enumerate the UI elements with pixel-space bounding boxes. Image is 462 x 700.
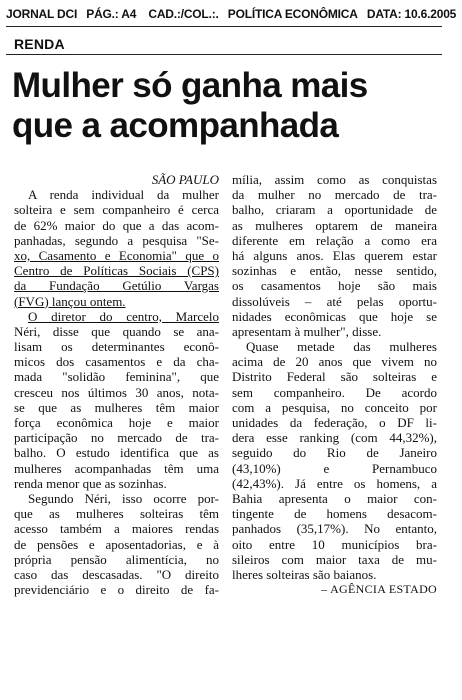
clipping-header <box>6 4 457 24</box>
headline-line-1: Mulher só ganha mais <box>12 66 368 105</box>
article-column-left <box>14 172 219 597</box>
text-line: se que as mulheres têm maior <box>14 399 219 415</box>
text-line: lheres solteiras são baianos. <box>232 566 377 582</box>
text-line: balho, criaram a oportunidade de <box>232 202 437 218</box>
text-line: tingente de homens desacom- <box>232 506 437 522</box>
section-label: RENDA <box>14 36 65 52</box>
text-line: Centro de Políticas Sociais (CPS) <box>14 263 219 279</box>
text-line: O diretor do centro, Marcelo <box>28 308 219 324</box>
text-line: acima de 20 anos que vivem no <box>232 354 437 370</box>
article-credit: – AGÊNCIA ESTADO <box>321 582 437 597</box>
text-line: as mulheres optarem de maneira <box>232 217 437 233</box>
publication-date: DATA: 10.6.2005 <box>366 7 457 21</box>
text-line: panhadas, segundo a pesquisa "Se- <box>14 232 219 248</box>
text-line: há alguns anos. Elas querem estar <box>232 247 437 263</box>
text-line: renda menor que as sozinhas. <box>14 475 167 491</box>
text-line: de 62% maior do que a das acom- <box>14 217 219 233</box>
text-line: previdenciário e o direito de fa- <box>14 582 219 598</box>
text-line: Néri, disse que quando se ana- <box>14 323 219 339</box>
text-line: apresentam à mulher", disse. <box>232 323 382 339</box>
text-line: seguido do Rio de Janeiro <box>232 445 437 461</box>
text-line: mília, assim como as conquistas <box>232 172 437 187</box>
text-line: sileiros com maior taxa de mu- <box>232 551 437 567</box>
text-line: com a pesquisa, no conceito por <box>232 399 437 415</box>
text-line: Distrito Federal são solteiras e <box>232 369 437 385</box>
text-line: da Fundação Getúlio Vargas <box>14 278 219 294</box>
text-line: Quase metade das mulheres <box>246 339 437 355</box>
text-line: xo, Casamento e Economia" que o <box>14 247 219 263</box>
text-line: unidades da federação, o DF li- <box>232 415 437 430</box>
text-line: caso das descasadas. "O direito <box>14 566 219 582</box>
article-column-right <box>232 172 437 597</box>
headline <box>12 66 442 146</box>
text-line: micos dos casamentos e da cha- <box>14 354 219 370</box>
text-line: (43,10%) e Pernambuco <box>232 460 437 476</box>
text-line: da mulher no mercado de tra- <box>232 187 437 203</box>
journal-name: JORNAL DCI <box>6 7 78 21</box>
text-line: de pensões e aposentadorias, e à <box>14 536 219 552</box>
text-line: participação no mercado de tra- <box>14 430 219 446</box>
text-line: A renda individual da mulher <box>28 187 219 203</box>
text-line: dera esse ranking (com 44,32%), <box>232 430 437 446</box>
text-line: Bahia apresenta o maior con- <box>232 490 437 506</box>
text-line: (42,43%). Já entre os homens, a <box>232 475 437 491</box>
text-line: força econômica hoje e maior <box>14 415 219 430</box>
section-name: POLÍTICA ECONÔMICA <box>227 7 358 21</box>
section-code: CAD.:/COL.:. <box>148 7 219 21</box>
text-line: mulheres acompanhadas têm uma <box>14 460 219 476</box>
text-line: sem companheiro. De acordo <box>232 384 437 400</box>
section-divider <box>6 54 442 55</box>
text-line: mada "solidão feminina", que <box>14 369 219 385</box>
text-line: cresceu nos últimos 30 anos, nota- <box>14 384 219 400</box>
text-line: acesso também a maiores rendas <box>14 521 219 537</box>
text-line: própria pensão alimentícia, no <box>14 551 219 567</box>
text-line: solteira e sem companheiro é cerca <box>14 202 219 218</box>
text-line: Segundo Néri, isso ocorre por- <box>28 490 219 506</box>
text-line: nidades econômicas que hoje se <box>232 308 437 324</box>
text-line: panhados (35,17%). No entanto, <box>232 521 437 537</box>
text-line: oito entre 10 municípios bra- <box>232 536 437 552</box>
text-line: que as mulheres solteiras têm <box>14 506 219 522</box>
text-line: balho. O estudo identifica que as <box>14 445 219 461</box>
text-line: lisam os determinantes econô- <box>14 339 219 355</box>
text-line: (FVG) lançou ontem. <box>14 293 126 309</box>
text-line: dissolúveis – até pelas oportu- <box>232 293 437 309</box>
page-number: PÁG.: A4 <box>86 7 137 21</box>
text-line: sozinhas e então, nesse sentido, <box>232 263 437 279</box>
header-divider <box>6 26 442 27</box>
dateline: SÃO PAULO <box>151 172 219 187</box>
headline-line-2: que a acompanhada <box>12 106 339 145</box>
text-line: os casamentos hoje são mais <box>232 278 437 294</box>
text-line: diferente em relação a como era <box>232 232 437 248</box>
